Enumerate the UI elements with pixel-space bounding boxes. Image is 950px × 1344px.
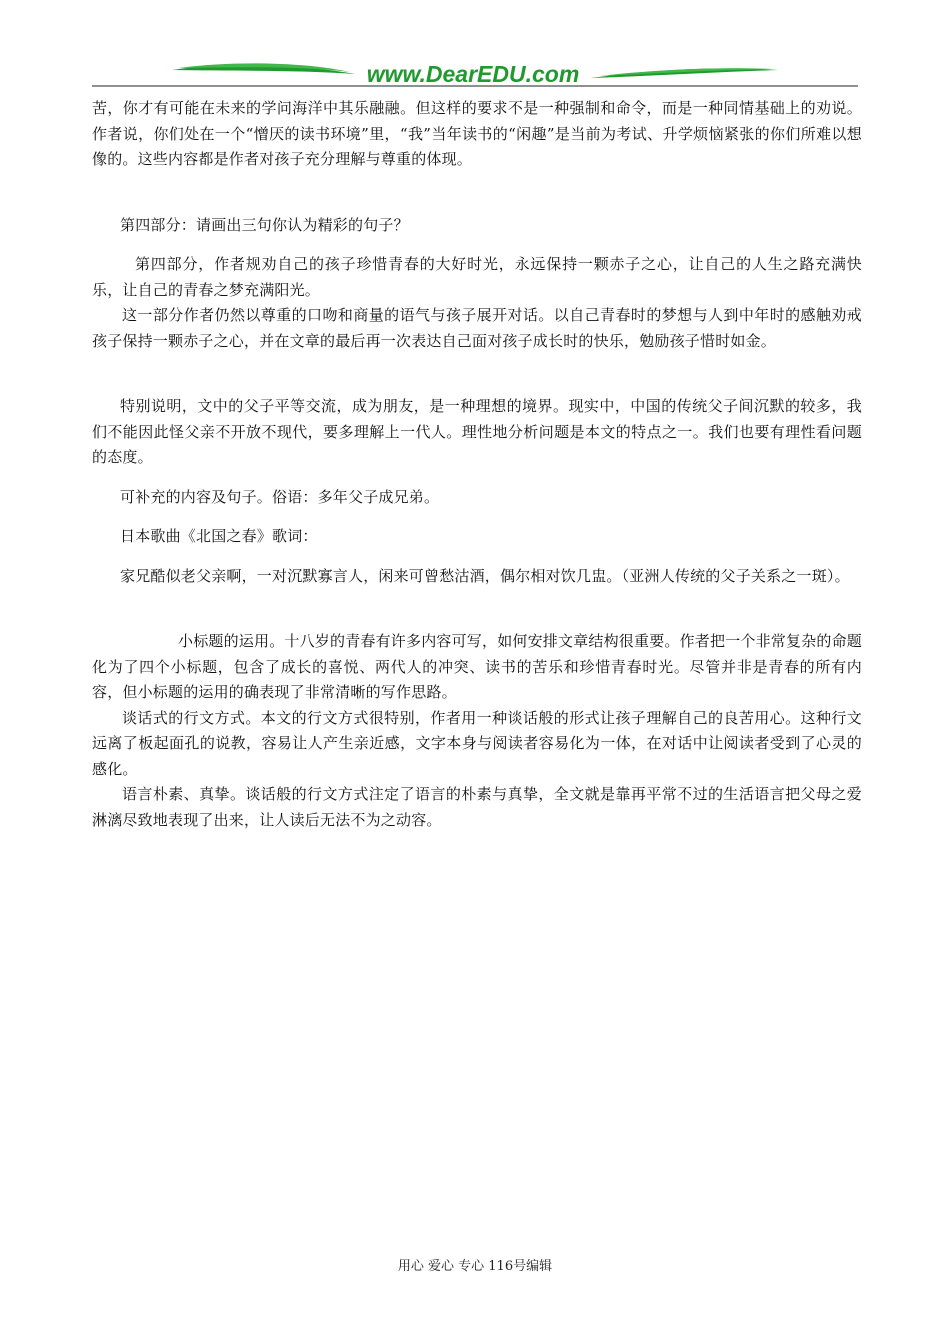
document-body — [92, 96, 862, 833]
section-four-question: 第四部分：请画出三句你认为精彩的句子？ — [120, 215, 409, 234]
song-lyrics-paragraph: 家兄酷似老父亲啊，一对沉默寡言人，闲来可曾愁沽酒，偶尔相对饮几盅。（亚洲人传统的父子关系之一斑）。 — [120, 566, 850, 585]
page-footer: 用心 爱心 专心 116号编辑 — [397, 1259, 553, 1274]
subheading-usage-paragraph: 小标题的运用。十八岁的青春有许多内容可写，如何安排文章结构很重要。作者把一个非常复杂的命题化为了四个小标题，包含了成长的喜悦、两代人的冲突、读书的苦乐和珍惜青春时光。尽管并非是青春的所有内容，但小标题的运用的确表现了非常清晰的写作思路。 — [92, 632, 863, 701]
supplement-paragraph: 可补充的内容及句子。俗语：多年父子成兄弟。 — [120, 487, 440, 506]
special-note-paragraph: 特别说明，文中的父子平等交流，成为朋友，是一种理想的境界。现实中，中国的传统父子间沉默的较多，我们不能因此怪父亲不开放不现代，要多理解上一代人。理性地分析问题是本文的特点之一。我们也要有理性看问题的态度。 — [92, 397, 862, 466]
paragraph-continuation: 苦，你才有可能在未来的学问海洋中其乐融融。但这样的要求不是一种强制和命令，而是一种同情基础上的劝说。作者说，你们处在一个“憎厌的读书环境”里，“我”当年读书的“闲趣”是当前为考试、升学烦恼紧张的你们所难以想像的。这些内容都是作者对孩子充分理解与尊重的体现。 — [92, 99, 862, 168]
section-four-summary: 第四部分，作者规劝自己的孩子珍惜青春的大好时光，永远保持一颗赤子之心，让自己的人生之路充满快乐，让自己的青春之梦充满阳光。 — [92, 255, 862, 299]
song-lyrics-heading: 日本歌曲《北国之春》歌词： — [120, 527, 318, 545]
conversational-style-paragraph: 谈话式的行文方式。本文的行文方式很特别，作者用一种谈话般的形式让孩子理解自己的良苦用心。这种行文远离了板起面孔的说教，容易让人产生亲近感，文字本身与阅读者容易化为一体，在对话中让阅读者受到了心灵的感化。 — [92, 708, 862, 778]
language-style-paragraph: 语言朴素、真挚。谈话般的行文方式注定了语言的朴素与真挚，全文就是靠再平常不过的生活语言把父母之爱淋漓尽致地表现了出来，让人读后无法不为之动容。 — [92, 785, 862, 829]
site-header-banner — [0, 0, 950, 95]
green-swoosh-logo-icon — [0, 0, 950, 95]
site-url: www.DearEDU.com — [366, 61, 580, 87]
section-four-analysis: 这一部分作者仍然以尊重的口吻和商量的语气与孩子展开对话。以自己青春时的梦想与人到中年时的感触劝戒孩子保持一颗赤子之心，并在文章的最后再一次表达自己面对孩子成长时的快乐，勉励孩子惜时如金。 — [92, 306, 862, 350]
